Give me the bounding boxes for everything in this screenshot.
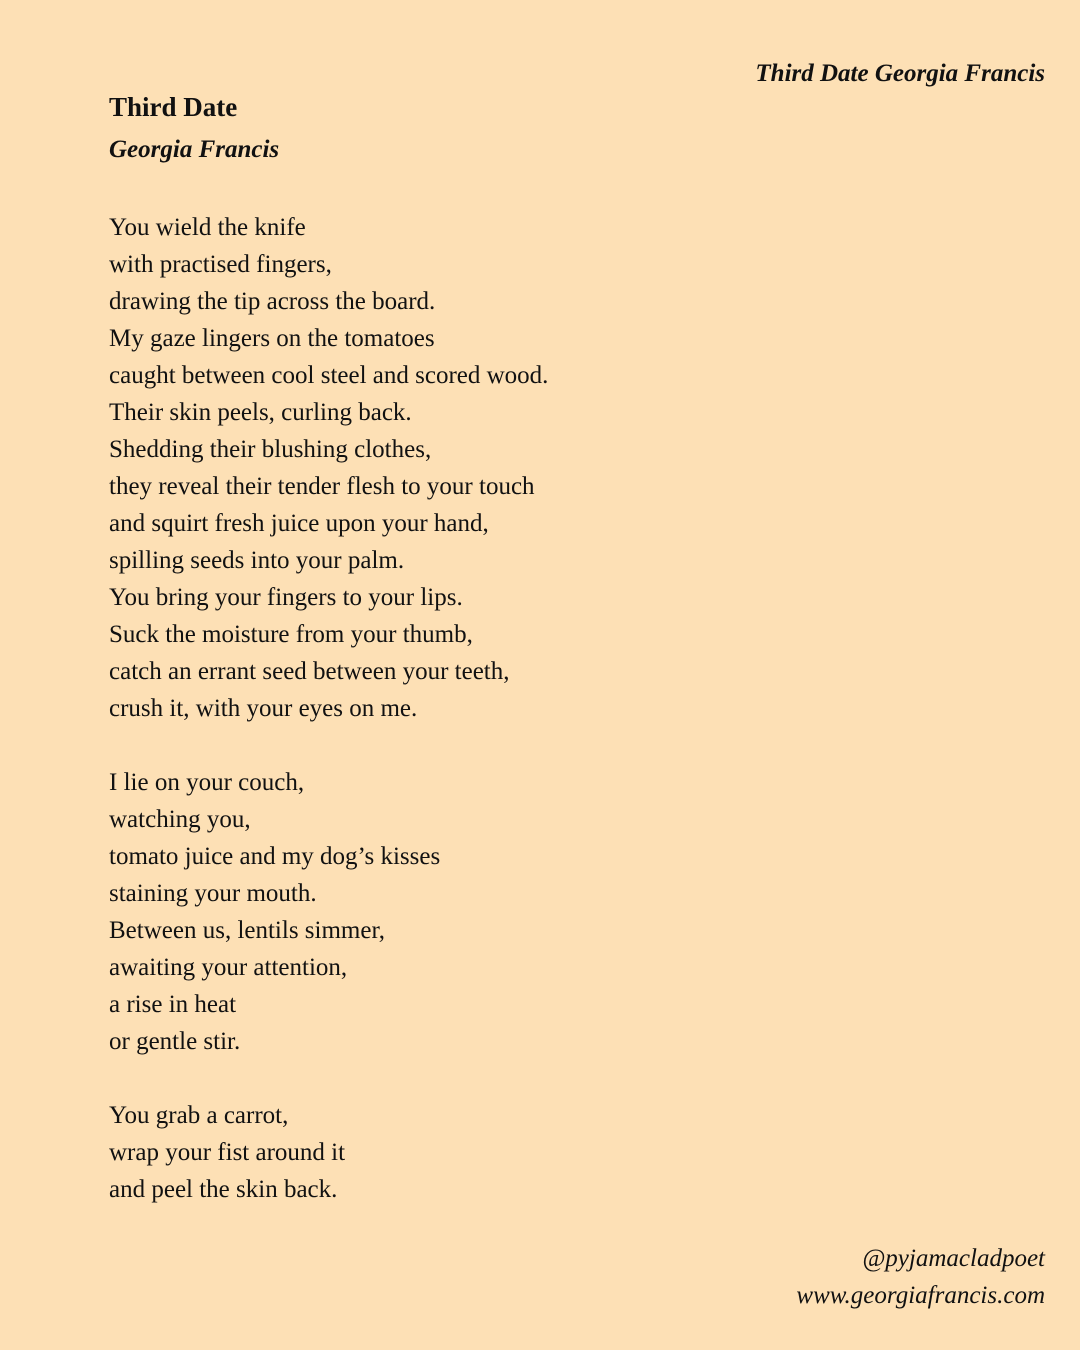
poem-line: and squirt fresh juice upon your hand, bbox=[109, 510, 489, 537]
running-header: Third Date Georgia Francis bbox=[755, 60, 1045, 87]
poem-author: Georgia Francis bbox=[109, 136, 280, 163]
poem-line: and peel the skin back. bbox=[109, 1176, 338, 1203]
poem-line: My gaze lingers on the tomatoes bbox=[109, 325, 435, 352]
poem-line: catch an errant seed between your teeth, bbox=[109, 658, 510, 685]
poem-line: watching you, bbox=[109, 806, 251, 833]
poem-line: I lie on your couch, bbox=[109, 769, 305, 796]
website-link: www.georgiafrancis.com bbox=[796, 1282, 1045, 1309]
stanza-3 bbox=[109, 1097, 548, 1208]
footer bbox=[796, 1240, 1045, 1314]
stanza-2 bbox=[109, 764, 548, 1060]
poem-line: a rise in heat bbox=[109, 991, 237, 1018]
poem-line: Between us, lentils simmer, bbox=[109, 917, 386, 944]
poem-line: You wield the knife bbox=[109, 214, 306, 241]
poem-line: or gentle stir. bbox=[109, 1028, 241, 1055]
poem-line: with practised fingers, bbox=[109, 251, 332, 278]
social-handle: @pyjamacladpoet bbox=[862, 1245, 1045, 1272]
poem-body bbox=[109, 209, 548, 1245]
poem-line: spilling seeds into your palm. bbox=[109, 547, 405, 574]
poem-title: Third Date bbox=[109, 92, 238, 122]
poem-line: Shedding their blushing clothes, bbox=[109, 436, 432, 463]
poem-line: drawing the tip across the board. bbox=[109, 288, 436, 315]
stanza-1 bbox=[109, 209, 548, 727]
poem-line: You grab a carrot, bbox=[109, 1102, 289, 1129]
poem-line: crush it, with your eyes on me. bbox=[109, 695, 418, 722]
poem-line: You bring your fingers to your lips. bbox=[109, 584, 463, 611]
poem-line: Their skin peels, curling back. bbox=[109, 399, 412, 426]
poem-line: Suck the moisture from your thumb, bbox=[109, 621, 473, 648]
poem-line: wrap your fist around it bbox=[109, 1139, 346, 1166]
poem-line: staining your mouth. bbox=[109, 880, 317, 907]
poem-line: they reveal their tender flesh to your touch bbox=[109, 473, 535, 500]
poem-line: caught between cool steel and scored wood. bbox=[109, 362, 549, 389]
poem-line: tomato juice and my dog’s kisses bbox=[109, 843, 441, 870]
poem-line: awaiting your attention, bbox=[109, 954, 348, 981]
